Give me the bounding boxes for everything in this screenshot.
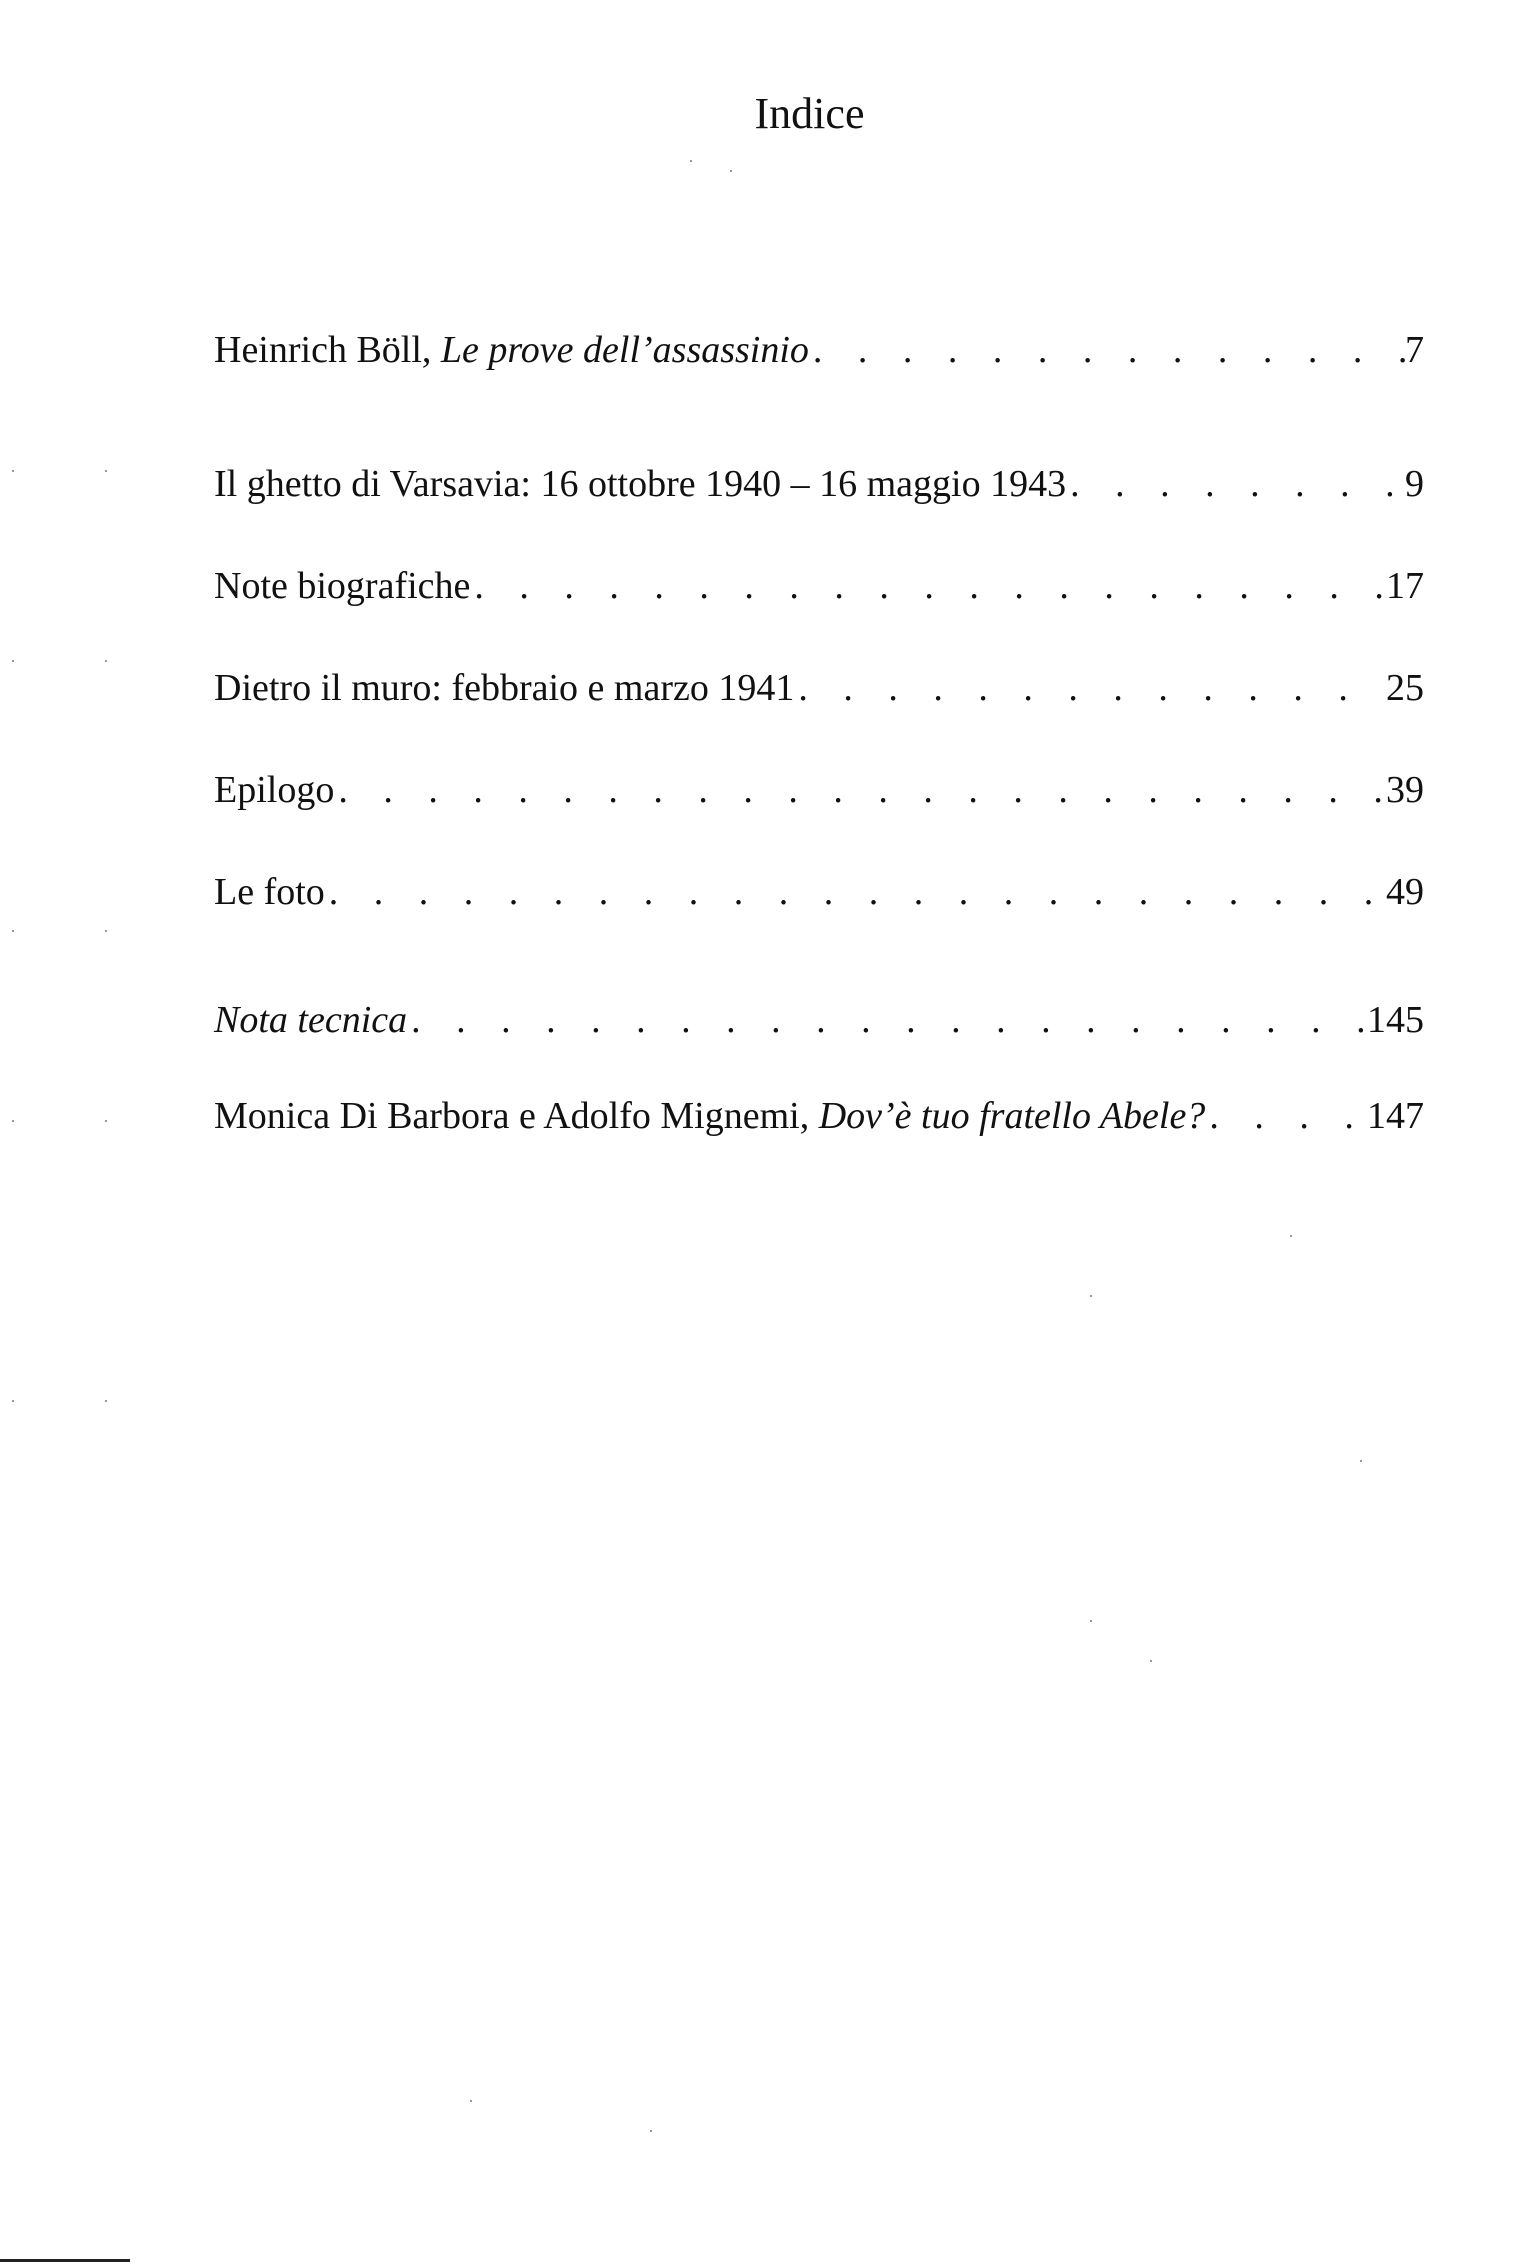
dot-leader xyxy=(470,558,1386,614)
table-of-contents xyxy=(214,0,1424,2262)
toc-entry xyxy=(214,762,1424,818)
scan-speck xyxy=(1090,1295,1092,1297)
toc-entry-title xyxy=(214,322,809,378)
toc-entry xyxy=(214,992,1424,1048)
toc-entry xyxy=(214,322,1424,378)
toc-entry-title-part: Epilogo xyxy=(214,769,335,811)
toc-entry-title-part: Monica Di Barbora e Adolfo Mignemi, xyxy=(214,1095,819,1137)
toc-entry-page-number: 147 xyxy=(1367,1095,1424,1137)
dot-leader xyxy=(1205,1088,1367,1144)
toc-entry-title-part: Dov’è tuo fratello Abele? xyxy=(818,1095,1206,1137)
dot-leader xyxy=(334,762,1386,818)
scan-speck xyxy=(470,2100,472,2102)
scan-speck xyxy=(105,930,107,932)
scan-speck xyxy=(12,930,14,932)
toc-entry-page-number: 9 xyxy=(1405,463,1424,505)
dot-leader xyxy=(1066,456,1405,512)
scan-speck xyxy=(730,170,732,172)
toc-entry xyxy=(214,864,1424,920)
toc-entry-page-number: 17 xyxy=(1386,565,1424,607)
dot-leader xyxy=(407,992,1367,1048)
toc-entry-title xyxy=(214,456,1066,512)
scan-speck xyxy=(12,660,14,662)
toc-entry-page-number: 7 xyxy=(1405,329,1424,371)
toc-entry-page-number: 25 xyxy=(1386,667,1424,709)
toc-entry xyxy=(214,1088,1424,1144)
toc-entry-title-part: Nota tecnica xyxy=(214,999,408,1041)
scan-speck xyxy=(105,1120,107,1122)
scan-speck xyxy=(1290,1235,1292,1237)
toc-entry-title-part: Il ghetto di Varsavia: 16 ottobre 1940 – 16 maggio 1943 xyxy=(214,463,1067,505)
toc-entry-title-part: Le prove dell’assassinio xyxy=(440,329,809,371)
scan-speck xyxy=(105,1400,107,1402)
toc-entry-title-part: Note biografiche xyxy=(214,565,471,607)
toc-entry-title xyxy=(214,1088,1205,1144)
scan-speck xyxy=(12,1400,14,1402)
scan-speck xyxy=(1090,1620,1092,1622)
toc-entry-page-number: 39 xyxy=(1386,769,1424,811)
scan-speck xyxy=(1360,1460,1362,1462)
scan-speck xyxy=(105,660,107,662)
toc-entry-title xyxy=(214,762,334,818)
scan-speck xyxy=(105,470,107,472)
toc-entry-title xyxy=(214,558,470,614)
toc-entry-title-part: Dietro il muro: febbraio e marzo 1941 xyxy=(214,667,795,709)
dot-leader xyxy=(325,864,1386,920)
scan-speck xyxy=(690,160,692,162)
dot-leader xyxy=(809,322,1405,378)
toc-entry-title-part: Heinrich Böll, xyxy=(214,329,441,371)
scan-speck xyxy=(1150,1660,1152,1662)
toc-entry-title xyxy=(214,660,794,716)
toc-entry-title-part: Le foto xyxy=(214,871,325,913)
scan-speck xyxy=(650,2130,652,2132)
scan-speck xyxy=(12,470,14,472)
toc-entry-page-number: 49 xyxy=(1386,871,1424,913)
toc-entry-title xyxy=(214,864,325,920)
toc-entry-title xyxy=(214,992,407,1048)
dot-leader xyxy=(794,660,1386,716)
toc-entry xyxy=(214,660,1424,716)
scan-speck xyxy=(12,1120,14,1122)
page-title: Indice xyxy=(754,89,865,138)
toc-entry xyxy=(214,456,1424,512)
toc-entry-page-number: 145 xyxy=(1367,999,1424,1041)
toc-entry xyxy=(214,558,1424,614)
